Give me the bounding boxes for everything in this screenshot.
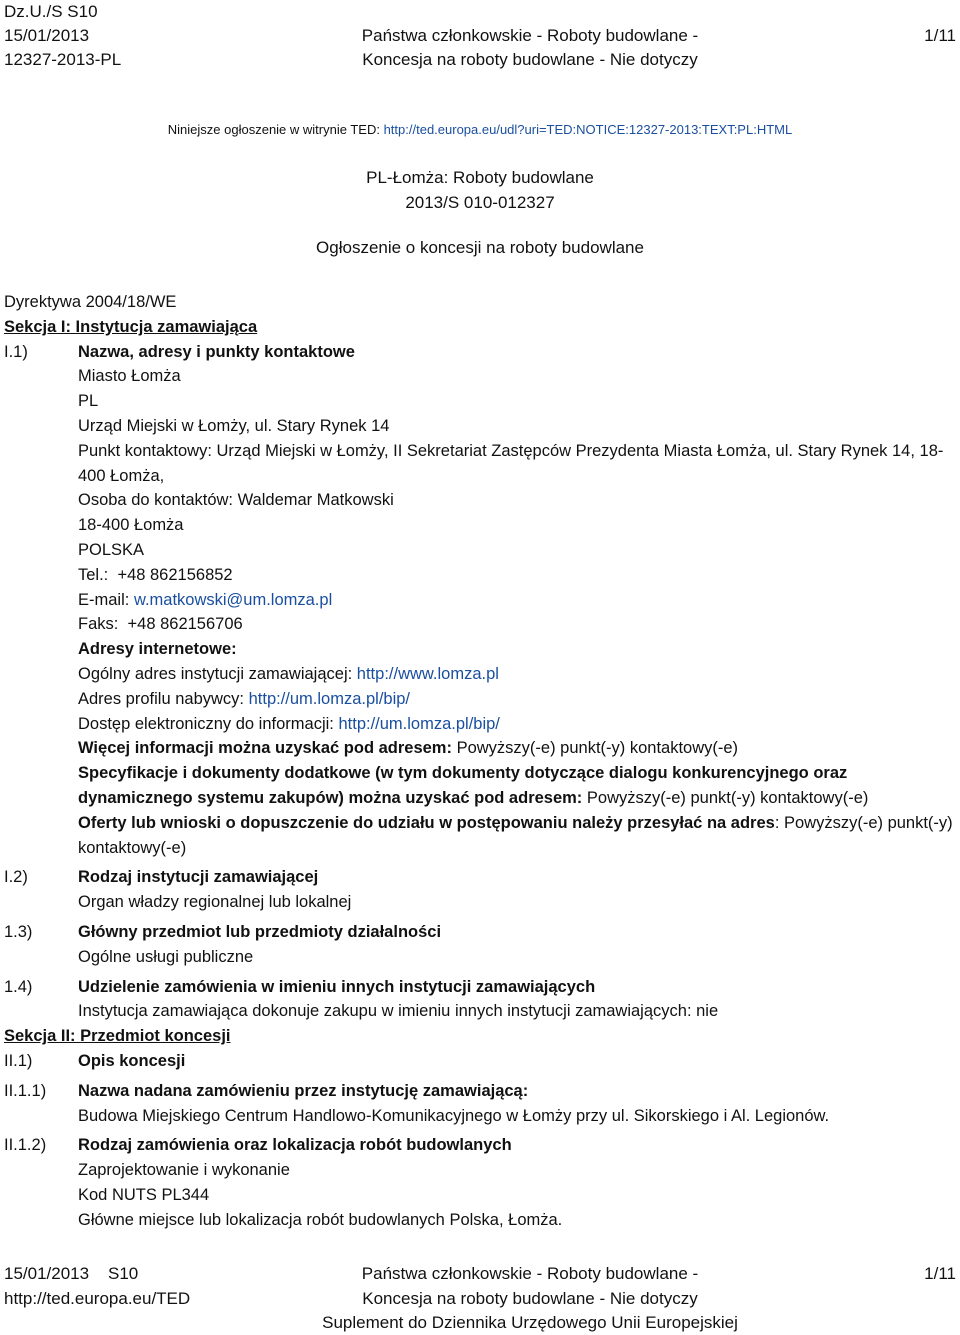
section-1-heading: Sekcja I: Instytucja zamawiająca [4,317,258,336]
doc-number: 2013/S 010-012327 [405,193,555,212]
authority-name: Miasto Łomża [78,367,181,386]
notice-ref: 12327-2013-PL [4,50,122,69]
contact-person: Osoba do kontaktów: Waldemar Matkowski [78,491,394,510]
buyer-profile-link[interactable]: http://um.lomza.pl/bip/ [248,689,411,708]
contact-point: Punkt kontaktowy: Urząd Miejski w Łomży, II Sekretariat Zastępców Prezydenta Miasta Łomża, ul. Stary Rynek 14, 18-400 Łomża, [78,441,944,485]
item-number: I.2) [4,868,28,887]
header-title [0,24,960,72]
telephone: Tel.: +48 862156852 [78,565,233,584]
header-date: 15/01/2013 [4,26,90,45]
general-address-link[interactable]: http://www.lomza.pl [356,664,499,683]
header-title-line1: Państwa członkowskie - Roboty budowlane - [361,26,699,45]
footer-page-number: 1/11 [924,1264,956,1283]
country-code: PL [78,392,99,411]
telephone-value: +48 862156852 [117,565,233,584]
item-number: II.1.1) [4,1081,47,1100]
buyer-profile: Adres profilu nabywcy: http://um.lomza.pl/bip/ [78,689,411,708]
footer-title-line2: Koncesja na roboty budowlane - Nie dotyczy [362,1288,698,1308]
electronic-access-link[interactable]: http://um.lomza.pl/bip/ [338,714,500,733]
item-title: Nazwa nadana zamówieniu przez instytucję zamawiającą: [78,1081,529,1100]
works-location: Główne miejsce lub lokalizacja robót budowlanych Polska, Łomża. [78,1210,563,1229]
page-header [0,0,960,72]
offers-address: Oferty lub wnioski o dopuszczenie do udziału w postępowaniu należy przesyłać na adres: Powyższy(-e) punkt(-y) kontaktowy(-e) [78,813,953,857]
email: E-mail: w.matkowski@um.lomza.pl [78,590,333,609]
footer-url: http://ted.europa.eu/TED [4,1288,191,1308]
footer-date: 15/01/2013 [4,1264,90,1283]
email-link[interactable]: w.matkowski@um.lomza.pl [133,590,333,609]
postal-code: 18-400 Łomża [78,516,184,535]
electronic-access: Dostęp elektroniczny do informacji: http://um.lomza.pl/bip/ [78,714,500,733]
nuts-code: Kod NUTS PL344 [78,1185,210,1204]
fax: Faks: +48 862156706 [78,615,243,634]
item-value: Organ władzy regionalnej lub lokalnej [78,893,352,912]
item-i2 [4,865,956,915]
item-ii1 [4,1049,956,1074]
item-value: Instytucja zamawiająca dokonuje zakupu w imieniu innych instytucji zamawiających: nie [78,1002,719,1021]
document-body [4,290,956,1232]
item-number: I.1) [4,342,28,361]
authority-address: Urząd Miejski w Łomży, ul. Stary Rynek 14 [78,416,390,435]
item-title: Nazwa, adresy i punkty kontaktowe [78,342,355,361]
item-value: Ogólne usługi publiczne [78,947,254,966]
item-number: II.1.2) [4,1136,47,1155]
item-number: 1.4) [4,977,33,996]
fax-value: +48 862156706 [127,615,243,634]
ted-notice-text: Niniejsze ogłoszenie w witrynie TED: [167,122,384,137]
contract-title: Budowa Miejskiego Centrum Handlowo-Komunikacyjnego w Łomży przy ul. Sikorskiego i Al. Legionów. [78,1106,830,1125]
page-footer [0,1262,960,1334]
item-title: Główny przedmiot lub przedmioty działalności [78,922,442,941]
specifications: Specyfikacje i dokumenty dodatkowe (w tym dokumenty dotyczące dialogu konkurencyjnego oraz dynamicznego systemu zakupów) można uzyskać pod adresem: Powyższy(-e) punkt(-y) kontaktowy(-e) [78,764,869,807]
item-number: II.1) [4,1051,33,1070]
directive: Dyrektywa 2004/18/WE [4,293,177,311]
ted-notice [0,122,960,137]
ted-notice-link[interactable]: http://ted.europa.eu/udl?uri=TED:NOTICE:12327-2013:TEXT:PL:HTML [383,122,793,137]
footer-title [0,1262,960,1311]
item-i1 [4,340,956,861]
item-title: Rodzaj instytucji zamawiającej [78,868,319,887]
item-number: 1.3) [4,922,33,941]
item-i3 [4,920,956,970]
item-ii12 [4,1133,956,1232]
footer-title-line1: Państwa członkowskie - Roboty budowlane - [361,1264,699,1283]
more-info: Więcej informacji można uzyskać pod adresem: Powyższy(-e) punkt(-y) kontaktowy(-e) [78,739,739,758]
internet-heading: Adresy internetowe: [78,640,237,659]
item-title: Opis koncesji [78,1051,186,1070]
header-title-line2: Koncesja na roboty budowlane - Nie dotyczy [362,50,698,69]
item-i4 [4,975,956,1025]
journal-ref: Dz.U./S S10 [4,2,98,21]
item-title: Udzielenie zamówienia w imieniu innych instytucji zamawiających [78,977,596,996]
footer-supplement: Suplement do Dziennika Urzędowego Unii Europejskiej [322,1313,738,1332]
country: POLSKA [78,540,145,559]
section-2-heading: Sekcja II: Przedmiot koncesji [4,1027,231,1046]
item-title: Rodzaj zamówienia oraz lokalizacja robót budowlanych [78,1136,512,1155]
contract-type: Zaprojektowanie i wykonanie [78,1161,290,1180]
item-ii11 [4,1079,956,1129]
footer-series: S10 [108,1264,139,1283]
doc-type: Ogłoszenie o koncesji na roboty budowlane [316,238,644,257]
general-address: Ogólny adres instytucji zamawiającej: http://www.lomza.pl [78,664,499,683]
header-page-number: 1/11 [924,26,956,45]
doc-title: PL-Łomża: Roboty budowlane [366,168,594,187]
